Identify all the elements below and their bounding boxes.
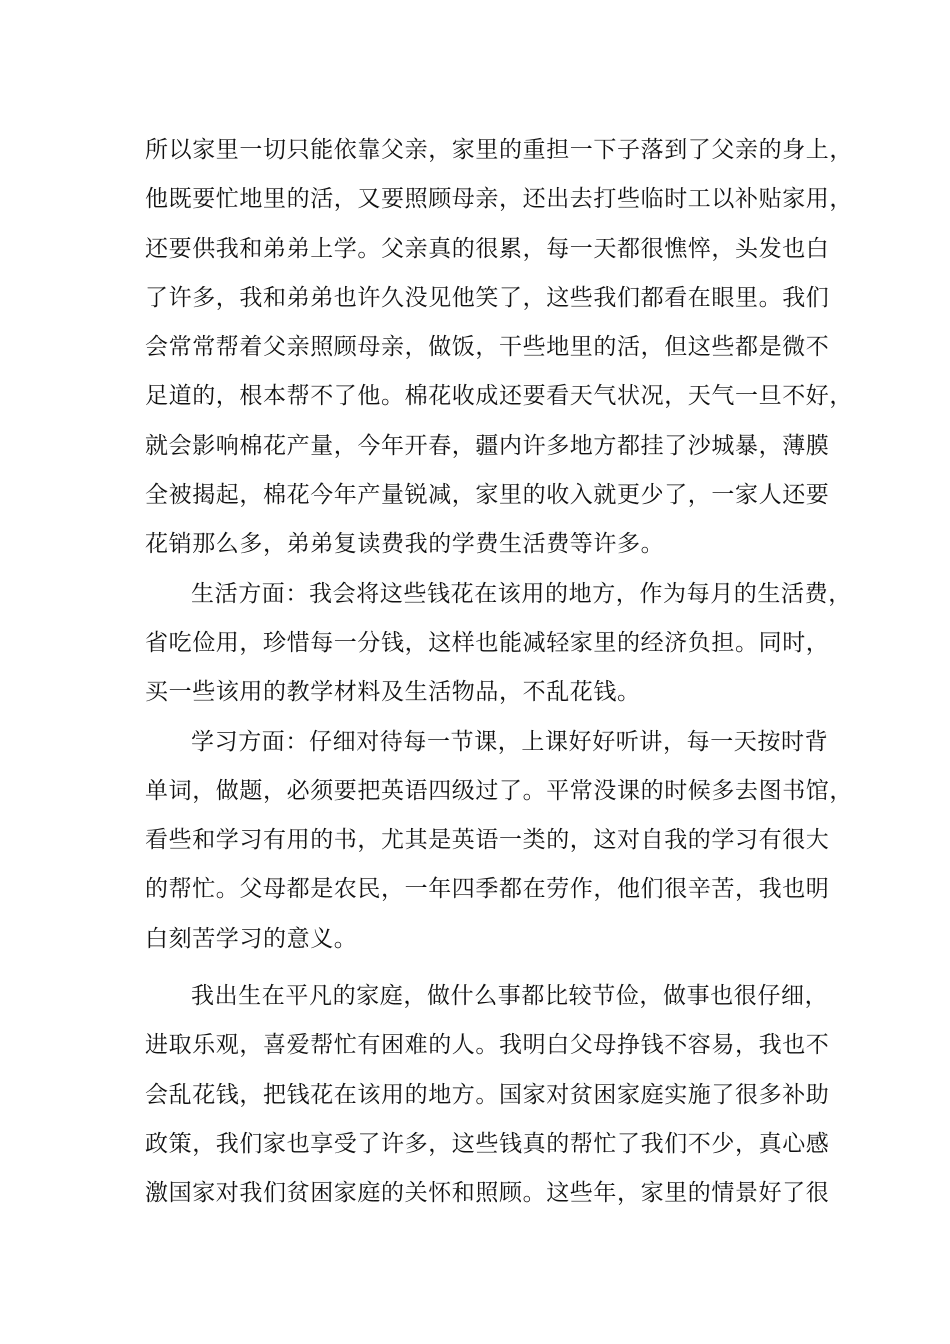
text-line: 所以家里一切只能依靠父亲，家里的重担一下子落到了父亲的身上， bbox=[145, 137, 853, 163]
text-line: 全被揭起，棉花今年产量锐减，家里的收入就更少了，一家人还要 bbox=[145, 482, 830, 509]
text-line: 进取乐观，喜爱帮忙有困难的人。我明白父母挣钱不容易，我也不 bbox=[145, 1032, 830, 1059]
text-line: 政策，我们家也享受了许多，这些钱真的帮忙了我们不少，真心感 bbox=[145, 1130, 830, 1157]
text-line: 白刻苦学习的意义。 bbox=[145, 925, 358, 952]
paragraph bbox=[145, 718, 853, 964]
text-line: 生活方面：我会将这些钱花在该用的地方，作为每月的生活费， bbox=[191, 580, 852, 607]
text-line: 他既要忙地里的活，又要照顾母亲，还出去打些临时工以补贴家用， bbox=[145, 186, 853, 213]
text-line: 还要供我和弟弟上学。父亲真的很累，每一天都很憔悴，头发也白 bbox=[145, 235, 830, 262]
text-line: 就会影响棉花产量，今年开春，疆内许多地方都挂了沙城暴，薄膜 bbox=[145, 432, 830, 459]
text-line: 了许多，我和弟弟也许久没见他笑了，这些我们都看在眼里。我们 bbox=[145, 284, 830, 311]
text-line: 看些和学习有用的书，尤其是英语一类的，这对自我的学习有很大 bbox=[145, 827, 830, 854]
paragraph bbox=[145, 972, 835, 1218]
paragraph-gap bbox=[145, 964, 835, 972]
text-line: 的帮忙。父母都是农民，一年四季都在劳作，他们很辛苦，我也明 bbox=[145, 876, 830, 903]
text-line: 我出生在平凡的家庭，做什么事都比较节俭，做事也很仔细， bbox=[191, 983, 829, 1010]
text-line: 会常常帮着父亲照顾母亲，做饭，干些地里的活，但这些都是微不 bbox=[145, 334, 830, 361]
text-line: 花销那么多，弟弟复读费我的学费生活费等许多。 bbox=[145, 531, 665, 558]
paragraph bbox=[145, 126, 853, 570]
text-line: 单词，做题，必须要把英语四级过了。平常没课的时候多去图书馆， bbox=[145, 777, 853, 804]
text-line: 学习方面：仔细对待每一节课，上课好好听讲，每一天按时背 bbox=[191, 728, 829, 755]
text-line: 会乱花钱，把钱花在该用的地方。国家对贫困家庭实施了很多补助 bbox=[145, 1081, 830, 1108]
paragraph bbox=[145, 570, 852, 718]
text-line: 足道的，根本帮不了他。棉花收成还要看天气状况，天气一旦不好， bbox=[145, 383, 853, 410]
text-line: 激国家对我们贫困家庭的关怀和照顾。这些年，家里的情景好了很 bbox=[145, 1180, 830, 1207]
document-body bbox=[145, 126, 853, 1219]
text-line: 买一些该用的教学材料及生活物品，不乱花钱。 bbox=[145, 679, 641, 706]
text-line: 省吃俭用，珍惜每一分钱，这样也能减轻家里的经济负担。同时， bbox=[145, 629, 830, 656]
